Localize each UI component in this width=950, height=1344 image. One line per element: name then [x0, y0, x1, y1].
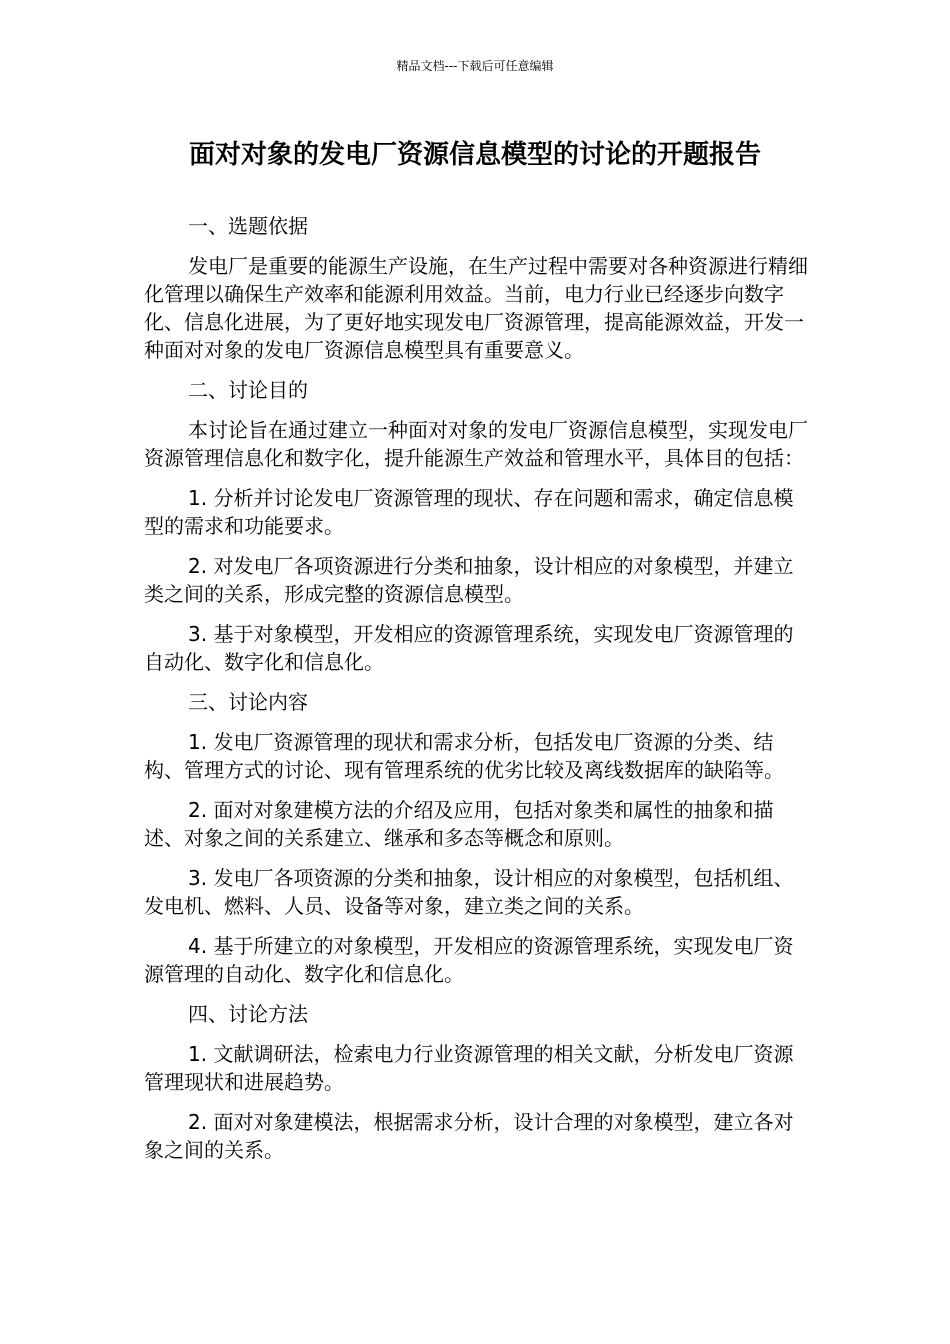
header-note: 精品文档---下载后可任意编辑 [396, 59, 554, 73]
section-heading: 二、讨论目的 [188, 378, 308, 402]
list-item: 2. 对发电厂各项资源进行分类和抽象，设计相应的对象模型，并建立类之间的关系，形成完整的资源信息模型。 [144, 554, 794, 606]
paragraph: 发电厂是重要的能源生产设施，在生产过程中需要对各种资源进行精细化管理以确保生产效率和能源利用效益。当前，电力行业已经逐步向数字化、信息化进展，为了更好地实现发电厂资源管理，提高能源效益，开发一种面对对象的发电厂资源信息模型具有重要意义。 [144, 254, 808, 362]
list-item: 3. 发电厂各项资源的分类和抽象，设计相应的对象模型，包括机组、发电机、燃料、人员、设备等对象，建立类之间的关系。 [144, 866, 794, 918]
list-item: 2. 面对对象建模方法的介绍及应用，包括对象类和属性的抽象和描述、对象之间的关系建立、继承和多态等概念和原则。 [144, 798, 774, 850]
section-heading: 三、讨论内容 [188, 690, 308, 714]
list-item: 3. 基于对象模型，开发相应的资源管理系统，实现发电厂资源管理的自动化、数字化和信息化。 [144, 622, 794, 674]
list-item: 4. 基于所建立的对象模型，开发相应的资源管理系统，实现发电厂资源管理的自动化、数字化和信息化。 [144, 934, 794, 986]
list-item: 2. 面对对象建模法，根据需求分析，设计合理的对象模型，建立各对象之间的关系。 [144, 1110, 794, 1162]
list-item: 1. 分析并讨论发电厂资源管理的现状、存在问题和需求，确定信息模型的需求和功能要求。 [144, 486, 794, 538]
paragraph: 本讨论旨在通过建立一种面对对象的发电厂资源信息模型，实现发电厂资源管理信息化和数字化，提升能源生产效益和管理水平，具体目的包括： [144, 418, 808, 470]
section-heading: 一、选题依据 [188, 214, 308, 238]
section-heading: 四、讨论方法 [188, 1002, 308, 1026]
document-body [144, 212, 808, 1176]
document-title: 面对对象的发电厂资源信息模型的讨论的开题报告 [188, 140, 761, 170]
list-item: 1. 文献调研法，检索电力行业资源管理的相关文献，分析发电厂资源管理现状和进展趋势。 [144, 1042, 794, 1094]
list-item: 1. 发电厂资源管理的现状和需求分析，包括发电厂资源的分类、结构、管理方式的讨论、现有管理系统的优劣比较及离线数据库的缺陷等。 [144, 730, 784, 782]
